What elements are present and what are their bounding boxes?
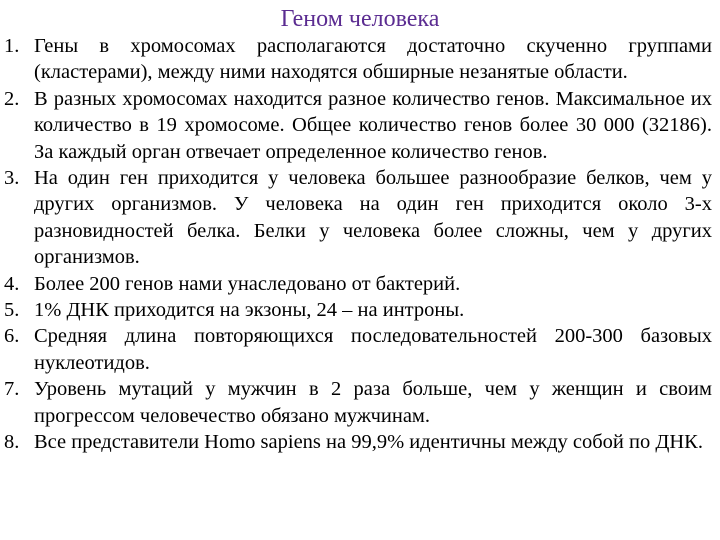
list-item [4,165,712,271]
list-item-text: Уровень мутаций у мужчин в 2 раза больше, чем у женщин и своим прогрессом человечество обязано мужчинам. [34,378,712,427]
list-item-number: 1. [4,35,20,57]
list-item-number: 7. [4,378,20,401]
list-item [4,271,712,297]
list-item-number: 5. [4,299,20,322]
list-item-text: Все представители Homo sapiens на 99,9% идентичны между собой по ДНК. [34,431,703,454]
list-item-text: Средняя длина повторяющихся последовательностей 200-300 базовых нуклеотидов. [34,325,712,374]
list-item-number: 3. [4,167,20,190]
list-item-text: В разных хромосомах находится разное количество генов. Максимальное их количество в 19 хромосоме. Общее количество генов более 30 000 (32186). За каждый орган отвечает определенное количество генов. [34,87,712,163]
list-item-text: 1% ДНК приходится на экзоны, 24 – на интроны. [34,299,465,322]
list-item [4,429,712,455]
list-item [4,33,712,86]
list-item-text: Гены в хромосомах располагаются достаточно скученно группами (кластерами), между ними находятся обширные незанятые области. [34,35,712,84]
slide-title: Геном человека [280,6,440,32]
facts-list [4,33,712,456]
list-item-number: 8. [4,431,20,454]
list-item [4,86,712,165]
list-item [4,376,712,429]
list-item-number: 6. [4,325,20,348]
list-item-number: 2. [4,87,20,110]
list-item [4,323,712,376]
list-item-text: На один ген приходится у человека большее разнообразие белков, чем у других организмов. У человека на один ген приходится около 3-х разновидностей белка. Белки у человека более сложны, чем у других организмов. [34,167,712,269]
list-item [4,297,712,323]
list-item-number: 4. [4,272,20,295]
list-item-text: Более 200 генов нами унаследовано от бактерий. [34,272,461,295]
